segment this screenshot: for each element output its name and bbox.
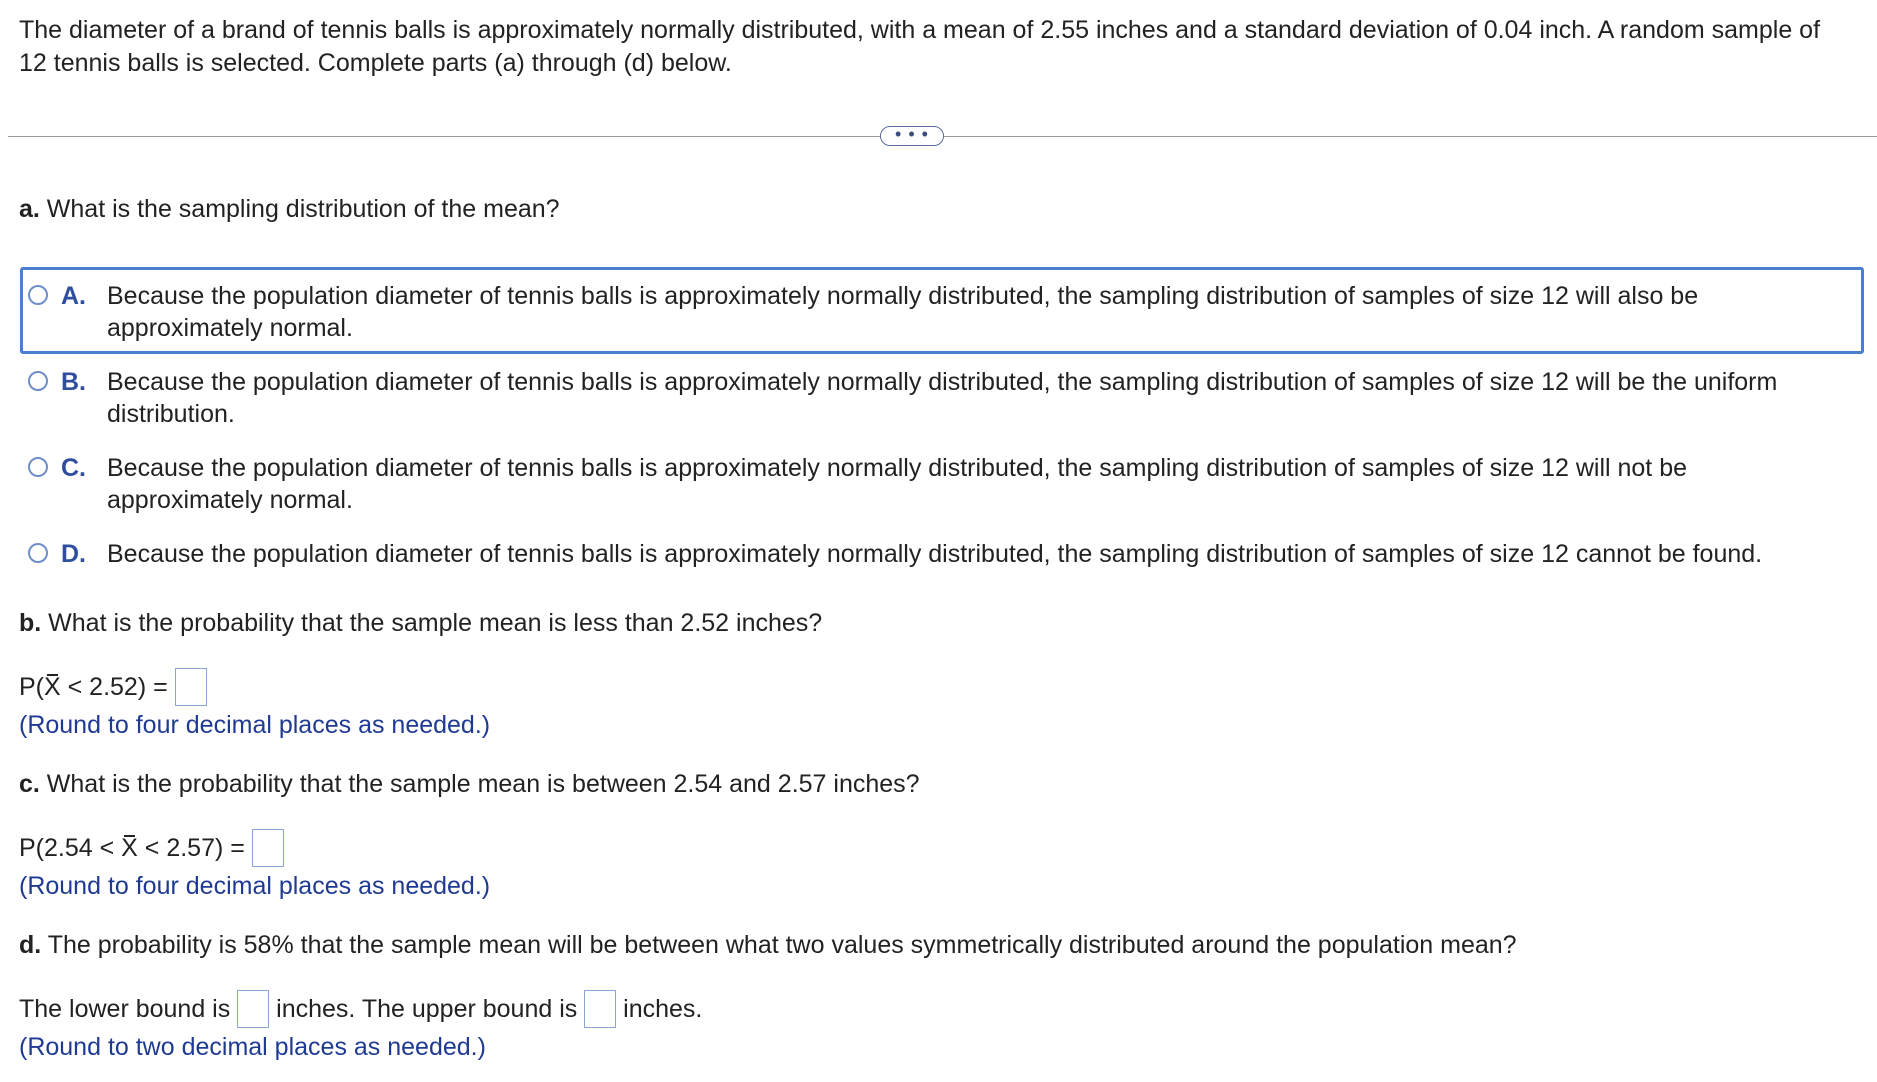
rounding-hint-d: (Round to two decimal places as needed.) (19, 1033, 486, 1061)
option-a-text: Because the population diameter of tennis balls is approximately normally distributed, the sampling distribution of samples of size 12 will also be approximately normal. (107, 282, 1699, 342)
option-a-letter: A. (61, 282, 86, 310)
question-a-text: What is the sampling distribution of the mean? (39, 195, 560, 223)
expression-b-suffix: < 2.52) = (60, 672, 175, 701)
rounding-hint-c: (Round to four decimal places as needed.) (19, 872, 491, 900)
radio-b[interactable] (28, 371, 48, 391)
question-a (19, 193, 560, 226)
question-b (19, 607, 822, 640)
question-d (19, 929, 1517, 962)
expand-more-button[interactable]: • • • (880, 126, 944, 146)
radio-c[interactable] (28, 457, 48, 477)
radio-d[interactable] (28, 543, 48, 563)
xbar-symbol-b: X (44, 671, 61, 704)
radio-a[interactable] (28, 285, 48, 305)
option-a[interactable] (20, 267, 1864, 354)
option-b[interactable] (20, 356, 1864, 436)
lower-bound-label: The lower bound is (19, 994, 238, 1023)
question-d-label: d. (19, 931, 42, 959)
xbar-symbol-c: X (121, 832, 138, 865)
expression-b (19, 668, 207, 706)
question-c-text: What is the probability that the sample mean is between 2.54 and 2.57 inches? (39, 770, 920, 798)
question-c-label: c. (19, 770, 40, 798)
upper-bound-label: inches. The upper bound is (269, 994, 585, 1023)
units-label: inches. (616, 994, 703, 1023)
option-d-letter: D. (61, 540, 86, 568)
bounds-sentence (19, 990, 702, 1028)
problem-statement: The diameter of a brand of tennis balls is approximately normally distributed, with a mean of 2.55 inches and a standard deviation of 0.04 inch. A random sample of 12 tennis balls is selected. Complete parts (a) through (d) below. (19, 16, 1821, 77)
option-d-text: Because the population diameter of tennis balls is approximately normally distributed, the sampling distribution of samples of size 12 cannot be found. (107, 540, 1763, 568)
lower-bound-input[interactable] (237, 990, 269, 1028)
expression-b-prefix: P( (19, 672, 44, 701)
option-c[interactable] (20, 442, 1864, 522)
option-c-letter: C. (61, 454, 86, 482)
upper-bound-input[interactable] (584, 990, 616, 1028)
expression-c (19, 829, 284, 867)
option-c-text: Because the population diameter of tennis balls is approximately normally distributed, the sampling distribution of samples of size 12 will not be approximately normal. (107, 454, 1688, 514)
question-b-label: b. (19, 609, 42, 637)
expression-c-suffix: < 2.57) = (137, 833, 252, 862)
expression-c-prefix: P(2.54 < (19, 833, 122, 862)
answer-input-c[interactable] (252, 829, 284, 867)
option-b-text: Because the population diameter of tennis balls is approximately normally distributed, the sampling distribution of samples of size 12 will be the uniform distribution. (107, 368, 1778, 428)
question-d-text: The probability is 58% that the sample mean will be between what two values symmetrically distributed around the population mean? (41, 931, 1517, 959)
question-b-text: What is the probability that the sample mean is less than 2.52 inches? (41, 609, 823, 637)
rounding-hint-b: (Round to four decimal places as needed.) (19, 711, 491, 739)
answer-input-b[interactable] (175, 668, 207, 706)
option-d[interactable] (20, 528, 1864, 578)
question-c (19, 768, 920, 801)
option-b-letter: B. (61, 368, 86, 396)
question-a-label: a. (19, 195, 40, 223)
